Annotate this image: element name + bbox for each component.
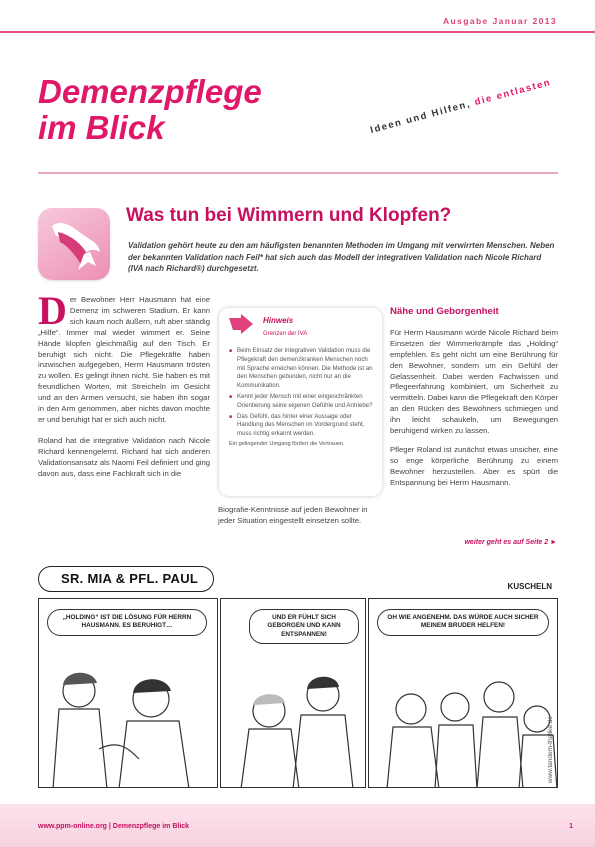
dropcap: D [38,288,67,333]
comic-watermark: www.tandem-thalike.de [547,715,554,783]
section-heading: Nähe und Geborgenheit [390,306,499,317]
tagline [369,77,552,136]
col1-paragraph-2: Roland hat die integrative Validation nach Nicole Richard kennengelernt. Richard hat sich anderen Validationsansatz als Naomi Feil definiert und ging davon aus, dass eine Fachkraft sich in die [38,435,210,478]
col1-text-1: er Bewohner Herr Hausmann hat eine Demenz im schweren Stadium. Er kann sich kaum noch äußern, ruft aber ständig „Hilfe“. Immer mal wieder wimmert er. Seine Hände klopfen gleichmäßig auf den Tisch. Er beruhigt sich nicht. Die Pflegekräfte haben inzwischen aufgegeben, Herrn Hausmann trösten zu wollen. Es gelingt ihnen nicht. Sie haben es mit freundlichen Worten, mit Streicheln im Gesicht und an den Armen versucht, sie haben ihn sogar in den Arm genommen, aber nichts davon mochte er und beruhigt hat er sich auch nicht. [38,295,210,424]
hinweis-subtitle: Grenzen der IVA [263,331,308,337]
page-number: 1 [569,823,573,830]
col1-paragraph-1 [38,288,210,426]
magazine-title-line1: Demenzpflege [38,73,262,110]
comic-strip [38,566,558,790]
col3-paragraph-1: Für Herrn Hausmann würde Nicole Richard beim Einsetzen der Wimmerkrämpfe das „Holding“ empfehlen. Es geht nicht um eine Berührung für den Bewohner, sondern um ein Gefühl der Gelassenheit. Dabei werden Fachwissen und Pflegeerfahrung kombiniert, um Sicherheit zu vermitteln. Dabei kann die Pflegekraft den Körper an den Rücken des Bewohners schmiegen und ihn leicht schaukeln, um Bewegungen beruhigend wirken zu lassen. [390,327,558,436]
article-lead: Validation gehört heute zu den am häufigsten benannten Methoden im Umgang mit verwirrten Menschen. Neben der bekannten Validation nach Feil* hat sich auch das Modell der integrativen Validation nach Nicole Richard (IVA nach Richard®) durchgesetzt. [128,241,555,274]
column-1 [38,288,210,490]
tagline-start: Ideen und Hilfen, [369,97,477,136]
comic-panel-2 [220,598,366,788]
topic-icon [38,208,110,280]
article-title: Was tun bei Wimmern und Klopfen? [126,205,452,226]
hinweis-item: ■ Beim Einsatz der integrativen Validation muss die Pflegekraft den demenzkranken Menschen noch mit Sprache erreichen können. Die Methode ist an den Menschen gebunden, nicht nur an die Kommunikation. [229,347,373,391]
comic-episode-title: KUSCHELN [507,582,552,591]
column-3 [390,307,558,497]
col3-paragraph-2: Pfleger Roland ist zunächst etwas unsicher, eine so enge körperliche Berührung zu einem Bewohner herzustellen. Aber es spürt die Entspannung bei Herrn Hausmann. [390,444,558,487]
magazine-title-line2: im Blick [38,109,165,146]
hinweis-footer: Ein gelingender Umgang fördert die Vertrauen. [229,440,345,447]
column-2-text: Biografie-Kenntnisse auf jeden Bewohner in jeder Situation eingestellt einsetzen sollte. [218,505,368,525]
comic-panel-1 [38,598,218,788]
ribbon-icon [38,208,110,280]
speech-bubble-3: OH WIE ANGENEHM. DAS WÜRDE AUCH SICHER MEINEM BRUDER HELFEN! [377,609,549,636]
footer-text[interactable]: www.ppm-online.org | Demenzpflege im Blick [38,823,190,830]
comic-panel-3 [368,598,558,788]
header-separator [38,172,558,174]
top-rule [0,31,595,33]
arrow-icon [227,314,255,338]
comic-series-title: SR. MIA & PFL. PAUL [38,566,214,592]
hinweis-title: Hinweis [263,316,294,325]
speech-bubble-2: UND ER FÜHLT SICH GEBORGEN UND KANN ENTSPANNEN! [249,609,359,644]
magazine-title [38,74,262,146]
continued-link[interactable]: weiter geht es auf Seite 2 ► [464,539,557,546]
hinweis-item: ■ Kennt jeder Mensch mit einer eingeschränkten Orientierung seine eigenen Gefühle und Antriebe? [229,393,373,411]
hinweis-list [229,347,373,439]
tagline-end: die entlasten [473,77,553,109]
hinweis-item: ■ Das Gefühl, das hinter einer Aussage oder Handlung des Menschen im Vordergrund steht, muss richtig erkannt werden. [229,413,373,439]
speech-bubble-1: „HOLDING“ IST DIE LÖSUNG FÜR HERRN HAUSMANN. ES BERUHIGT… [47,609,207,636]
hinweis-box [219,308,382,496]
issue-label: Ausgabe Januar 2013 [442,16,557,26]
